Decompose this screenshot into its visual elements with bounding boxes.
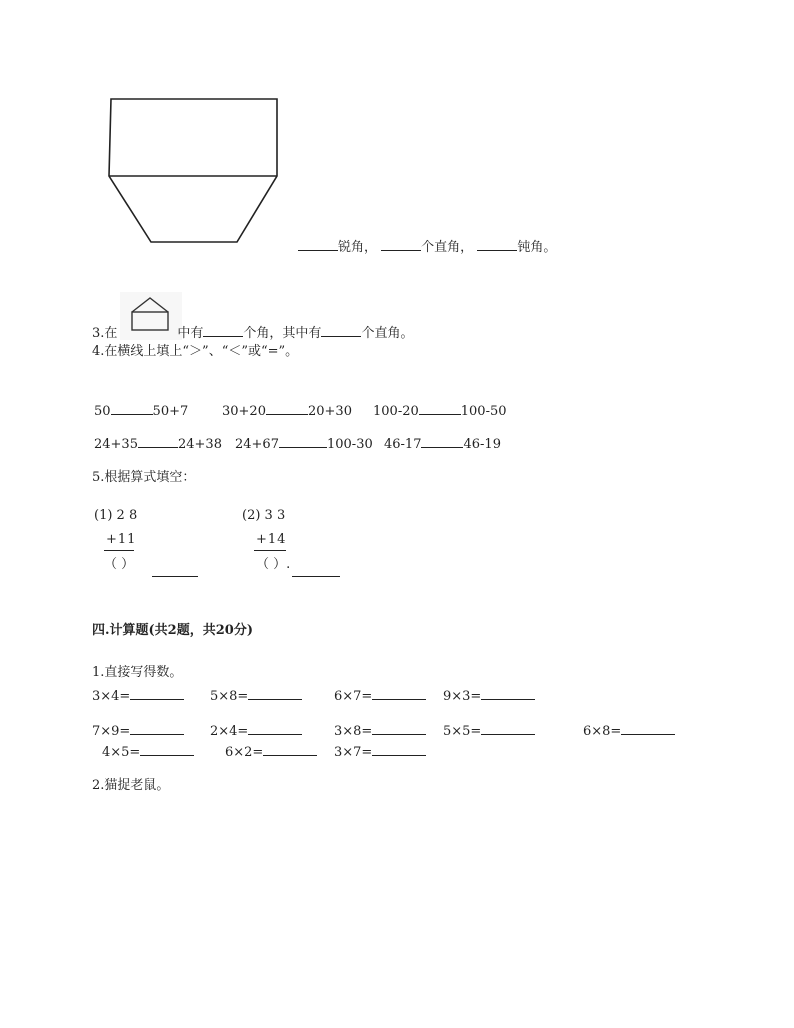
compare-blank[interactable]: [266, 402, 308, 415]
q5-problem-2-blank[interactable]: [292, 564, 340, 577]
calc-blank[interactable]: [372, 687, 426, 700]
q5-problem-1-paren: （ ）: [104, 557, 135, 572]
answer-blank-right[interactable]: [381, 238, 421, 251]
q3-blank-right[interactable]: [321, 324, 361, 337]
q5-problem-1-label: (1) 2 8: [94, 508, 138, 523]
question-4-title: 4.在横线上填上“＞”、“＜”或“=”。: [92, 344, 299, 359]
calc-blank[interactable]: [372, 722, 426, 735]
q5-problem-2-addend: +14: [256, 532, 287, 547]
q5-problem-2-rule: [254, 550, 286, 551]
calc-item: 3×8=: [334, 722, 426, 740]
calc-blank[interactable]: [372, 743, 426, 756]
calc-blank[interactable]: [130, 722, 184, 735]
compare-blank[interactable]: [419, 402, 461, 415]
calc-blank[interactable]: [248, 722, 302, 735]
acute-label: 锐角，: [338, 240, 378, 255]
q3-mid2: 个角，其中有: [243, 326, 322, 341]
calc-item: 6×8=: [583, 722, 675, 740]
calc-item: 7×9=: [92, 722, 184, 740]
calc-item: 2×4=: [210, 722, 302, 740]
q3-end: 个直角。: [361, 326, 414, 341]
angle-count-line: [298, 238, 556, 256]
shape-figure: [104, 94, 284, 248]
calc-item: 3×4=: [92, 687, 184, 705]
calc-item: 3×7=: [334, 743, 426, 761]
q5-problem-2-paren: （ ）.: [256, 557, 291, 572]
q3-blank-angles[interactable]: [203, 324, 243, 337]
q3-prefix: 3.在: [92, 326, 118, 341]
section-4-title: 四.计算题(共2题，共20分): [92, 623, 253, 638]
answer-blank-obtuse[interactable]: [477, 238, 517, 251]
calc-item: 5×8=: [210, 687, 302, 705]
cat-mouse-title: 2.猫捉老鼠。: [92, 778, 170, 793]
q5-problem-1-rule: [104, 550, 134, 551]
question-5-title: 5.根据算式填空：: [92, 470, 196, 485]
compare-item: 46-17 46-19: [384, 437, 501, 452]
compare-item: 30+20 20+30: [222, 404, 352, 419]
calc-item: 6×2=: [225, 743, 317, 761]
compare-blank[interactable]: [279, 435, 327, 448]
compare-blank[interactable]: [111, 402, 153, 415]
compare-blank[interactable]: [138, 435, 178, 448]
q3-mid1: 中有: [177, 326, 204, 341]
calc-item: 4×5=: [102, 743, 194, 761]
q5-problem-1-addend: +11: [106, 532, 137, 547]
compare-item: 24+67 100-30: [235, 437, 373, 452]
answer-blank-acute[interactable]: [298, 238, 338, 251]
right-label: 个直角，: [421, 240, 474, 255]
compare-blank[interactable]: [421, 435, 463, 448]
calc-blank[interactable]: [248, 687, 302, 700]
q5-problem-2-label: (2) 3 3: [242, 508, 286, 523]
calc-blank[interactable]: [621, 722, 675, 735]
obtuse-label: 钝角。: [517, 240, 557, 255]
calc-blank[interactable]: [140, 743, 194, 756]
calc-blank[interactable]: [481, 722, 535, 735]
compare-item: 50 50+7: [94, 404, 189, 419]
calc-blank[interactable]: [130, 687, 184, 700]
q5-problem-1-blank[interactable]: [152, 564, 198, 577]
calc-title: 1.直接写得数。: [92, 665, 183, 680]
question-3: [92, 324, 413, 342]
compare-item: 100-20 100-50: [373, 404, 507, 419]
calc-item: 9×3=: [443, 687, 535, 705]
calc-blank[interactable]: [481, 687, 535, 700]
compare-item: 24+35 24+38: [94, 437, 222, 452]
calc-item: 6×7=: [334, 687, 426, 705]
calc-blank[interactable]: [263, 743, 317, 756]
calc-item: 5×5=: [443, 722, 535, 740]
